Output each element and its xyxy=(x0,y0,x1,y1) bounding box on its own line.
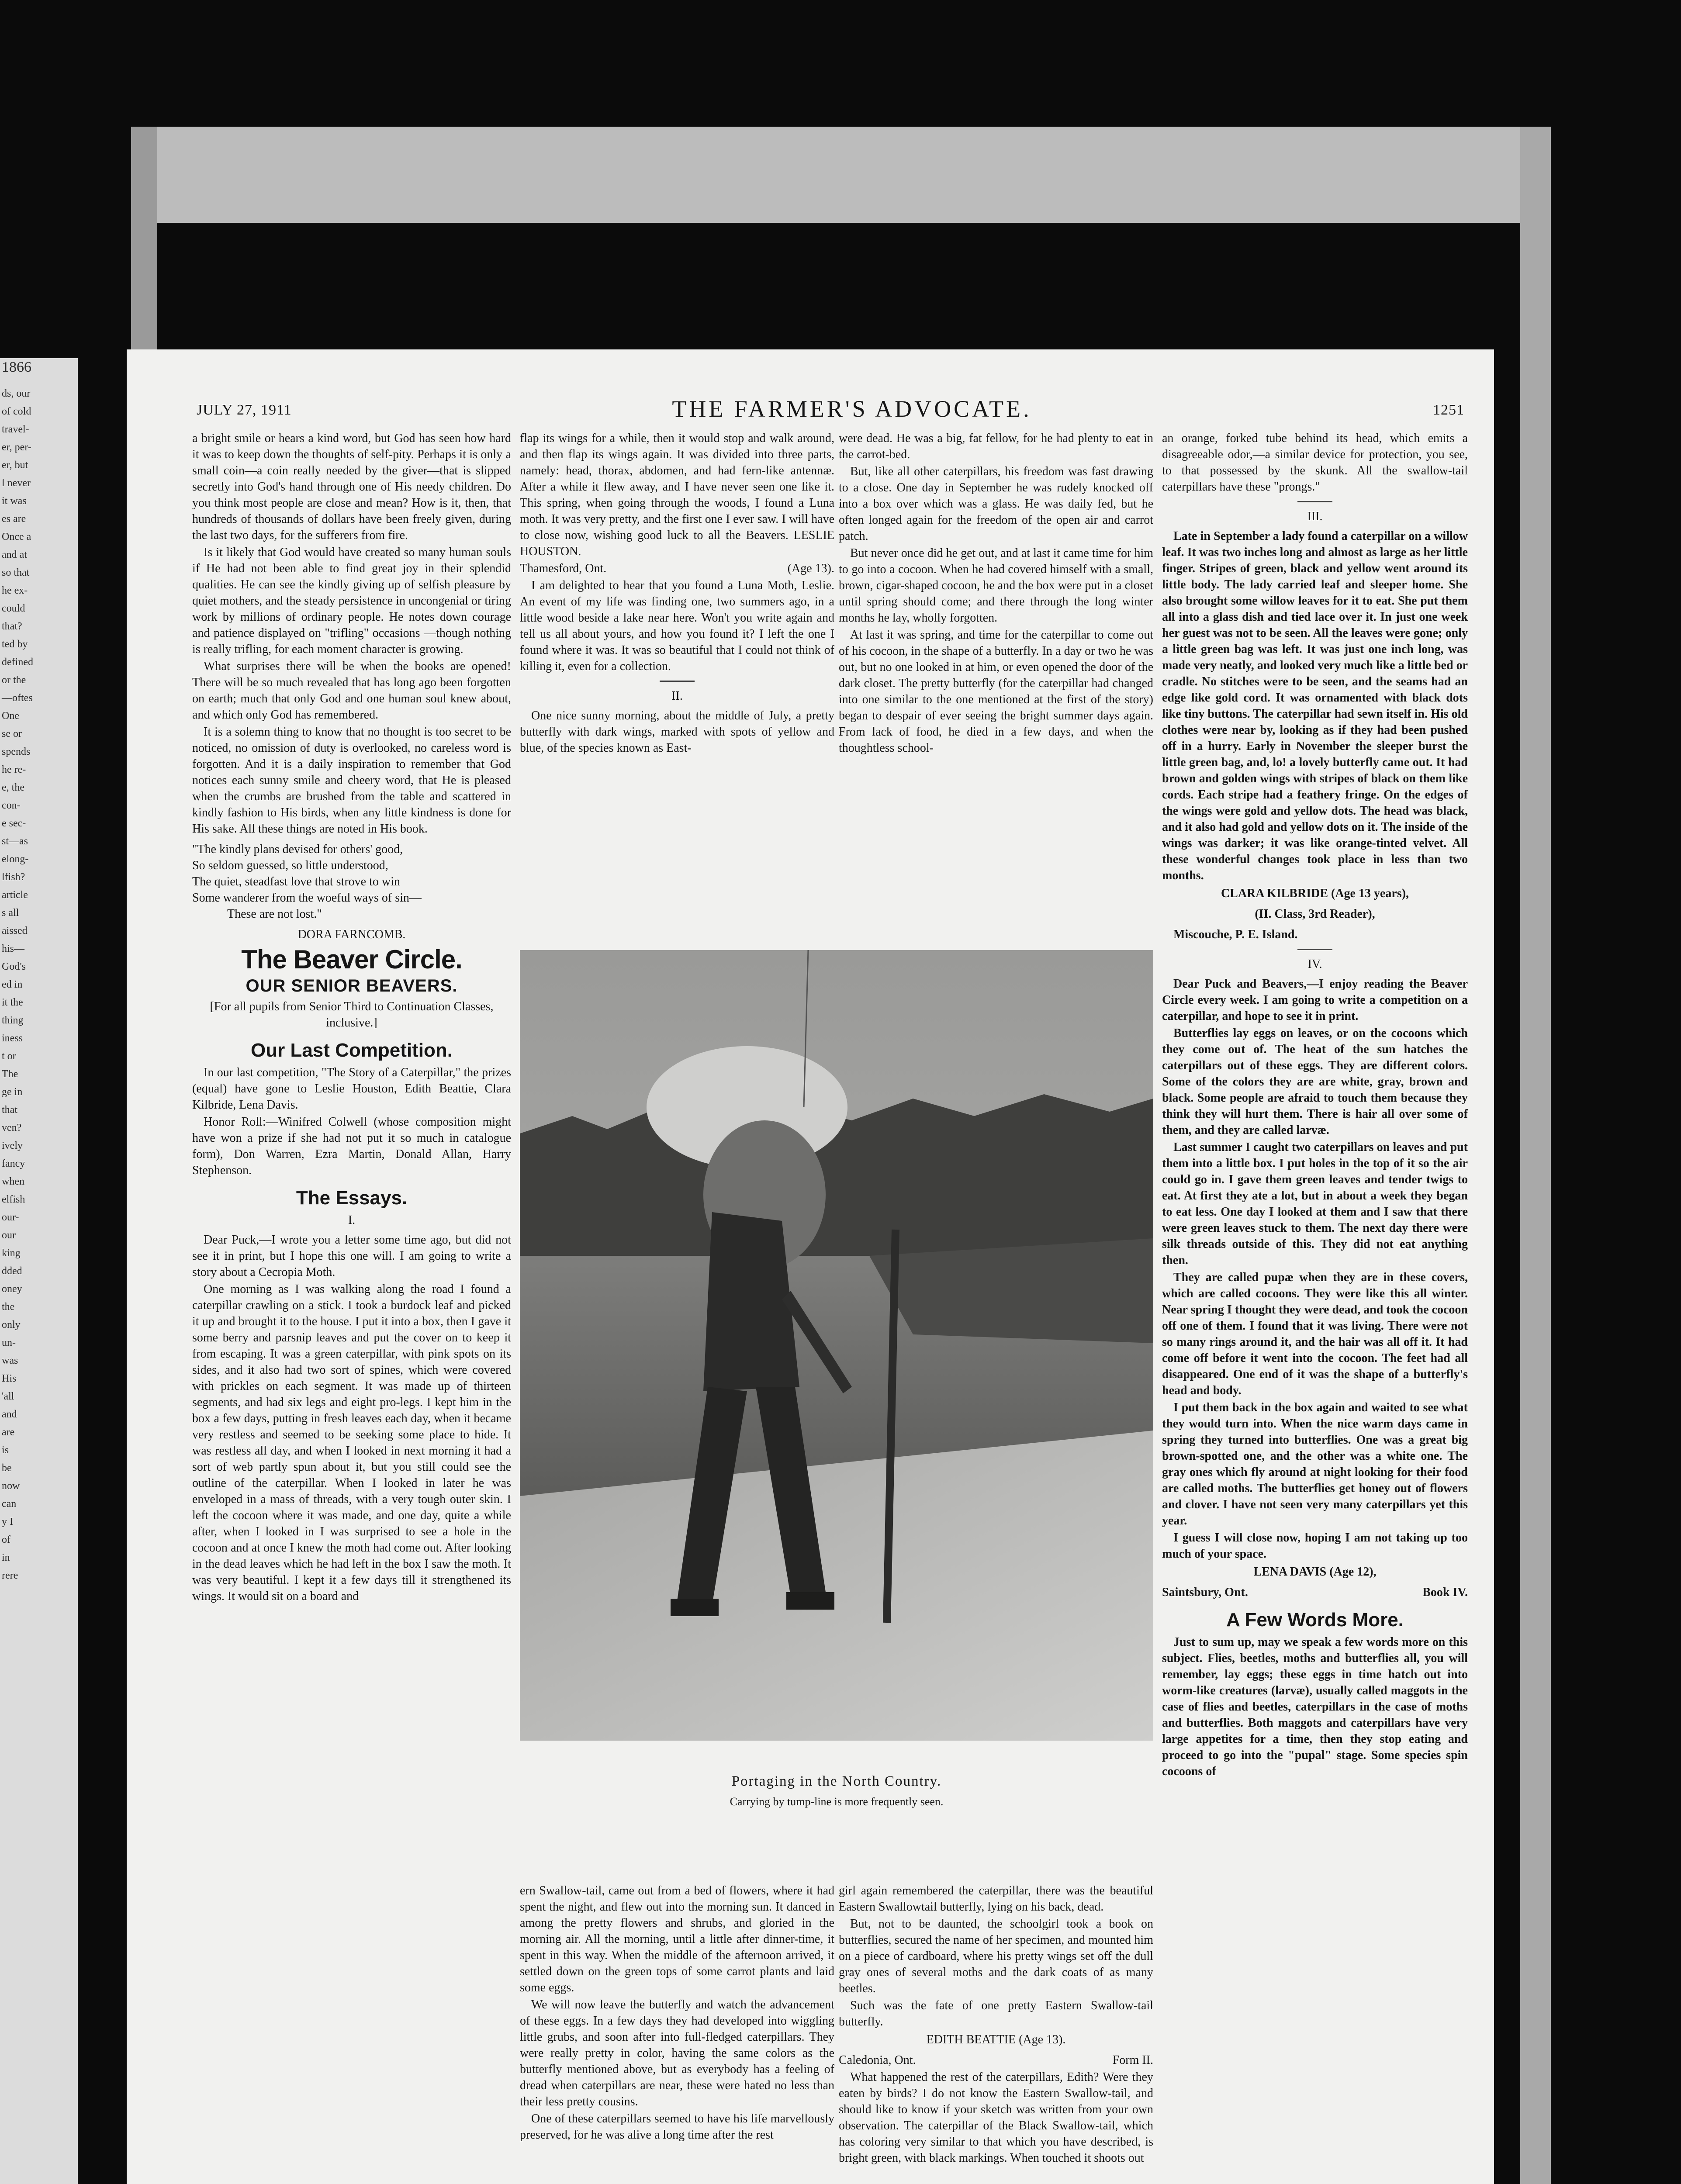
fragment-line: y I xyxy=(2,1516,13,1527)
paragraph: Butterflies lay eggs on leaves, or on the cocoons which they come out of. The heat of the sun hatches the caterpillars out of these eggs. They are different colors. Some of the colors they are are white, gray, brown and black. Some people are afraid to touch them because they think they will hurt them. There is hair all over some of them, and they are called larvæ. xyxy=(1162,1026,1468,1137)
fragment-line: se or xyxy=(2,728,22,740)
poem-line: "The kindly plans devised for others' good, xyxy=(192,843,403,856)
poem xyxy=(192,841,511,922)
fragment-line: of xyxy=(2,1534,10,1545)
fragment-line: rere xyxy=(2,1570,18,1581)
column-2 xyxy=(520,430,834,757)
fragment-line: spends xyxy=(2,746,31,757)
fragment-line: oney xyxy=(2,1283,22,1295)
paragraph: Is it likely that God would have created so many human souls if He had not been able to find great joy in their splendid qualities. He can see the kindly giving up of selfish pleasure by quiet mothers, and the steady persistence in uncongenial or tiring work by millions of ordinary people. He notes down courage and patience displayed on "trifling" occasions —though nothing is really trifling, for each moment character is growing. xyxy=(192,546,511,656)
fragment-line: so that xyxy=(2,567,30,578)
fragment-line: and at xyxy=(2,549,27,560)
fragment-line: it was xyxy=(2,495,27,507)
paragraph: Dear Puck,—I wrote you a letter some time ago, but did not see it in print, but I hope this one will. I am going to write a story about a Cecropia Moth. xyxy=(192,1233,511,1279)
fragment-line: in xyxy=(2,1552,10,1563)
column-3 xyxy=(839,430,1153,757)
column-4 xyxy=(1162,430,1468,1780)
paragraph: ern Swallow-tail, came out from a bed of flowers, where it had spent the night, and flew out into the morning sun. It danced in among the pretty flowers and shrubs, and gloried in the morning air. All the morning, until a little after dinner-time, it spent in this way. When the middle of the afternoon arrived, it settled down on the green tops of some carrot plants and laid some eggs. xyxy=(520,1884,834,1994)
fragment-line: ted by xyxy=(2,639,28,650)
fragment-line: dded xyxy=(2,1265,22,1277)
paragraph: Dear Puck and Beavers,—I enjoy reading the Beaver Circle every week. I am going to write a competition on a caterpillar, and hope to see it in print. xyxy=(1162,977,1468,1023)
fragment-line: un- xyxy=(2,1337,16,1348)
paragraph: an orange, forked tube behind its head, which emits a disagreeable odor,—a similar device for protection, you see, to that possessed by the skunk. All the swallow-tail caterpillars have these "prongs." xyxy=(1162,432,1468,494)
poem-line: The quiet, steadfast love that strove to win xyxy=(192,875,400,888)
fragment-line: or the xyxy=(2,674,26,686)
fragment-line: was xyxy=(2,1355,18,1366)
fragment-line: Once a xyxy=(2,531,31,543)
fragment-line: One xyxy=(2,710,19,722)
paragraph: flap its wings for a while, then it would stop and walk around, and then flap its wings again. It was divided into three parts, namely: head, thorax, abdomen, and had fern-like antennæ. After a while it flew away, and I have never seen one like it. This spring, when going through the woods, I found a Luna moth. It was very pretty, and the first one I ever saw. I will have to close now, wishing good luck to all the Beavers. LESLIE HOUSTON. xyxy=(520,432,834,558)
form: Form II. xyxy=(1112,2053,1153,2067)
paragraph: At last it was spring, and time for the caterpillar to come out of his cocoon, in the shape of a butterfly. In a day or two he was out, but no one looked in at him, or even opened the door of the dark closet. The pretty butterfly (for the caterpillar had changed into one similar to the one mentioned at the first of the story) began to despair of ever seeing the bright summer days again. From lack of food, he died in a few days, and when the thoughtless school- xyxy=(839,628,1153,755)
page-number: 1251 xyxy=(1433,402,1464,418)
column-1 xyxy=(192,430,511,1605)
section-note: [For all pupils from Senior Third to Continuation Classes, inclusive.] xyxy=(210,1000,494,1030)
signature: DORA FARNCOMB. xyxy=(297,928,406,941)
fragment-line: his— xyxy=(2,943,25,954)
portaging-photo-image xyxy=(520,950,1153,1741)
fragment-line: it the xyxy=(2,997,23,1008)
signature-place xyxy=(839,2052,1153,2068)
fragment-line: fancy xyxy=(2,1158,25,1169)
editor-reply: I am delighted to hear that you found a Luna Moth, Leslie. An event of my life was finding one, two summers ago, in a little wood beside a lake near here. Won't you write again and tell us all about yours, and how you found it? I left the one I found where it was. It was so beautiful that I could not think of killing it, even for a collection. xyxy=(520,579,834,673)
paragraph: One nice sunny morning, about the middle of July, a pretty butterfly with dark wings, marked with spots of yellow and blue, of the species known as East- xyxy=(520,709,834,755)
signature-place xyxy=(520,560,834,577)
divider xyxy=(660,681,695,682)
fragment-line: elfish xyxy=(2,1194,25,1205)
paragraph: They are called pupæ when they are in these covers, which are called cocoons. They were like this all winter. Near spring I thought they were dead, and took the cocoon off one of them. I found that it was living. There were not so many rings around it, and the hair was all off it. It had come off before it went into the cocoon. The feet had all disappeared. One end of it was the shape of a butterfly's head and body. xyxy=(1162,1271,1468,1397)
fragment-line: only xyxy=(2,1319,21,1330)
fragment-line: e, the xyxy=(2,782,24,793)
fragment-line: our xyxy=(2,1230,16,1241)
paragraph: Such was the fate of one pretty Eastern Swallow-tail butterfly. xyxy=(839,1999,1153,2028)
fragment-line: iness xyxy=(2,1033,23,1044)
paragraph: girl again remembered the caterpillar, there was the beautiful Eastern Swallowtail butterfly, lying on his back, dead. xyxy=(839,1884,1153,1914)
column-3-lower xyxy=(839,1883,1153,2167)
fragment-line: ge in xyxy=(2,1086,23,1098)
paragraph: One of these caterpillars seemed to have his life marvellously preserved, for he was alive a long time after the rest xyxy=(520,2112,834,2142)
page-date: JULY 27, 1911 xyxy=(197,402,292,418)
age: (Age 13). xyxy=(787,562,834,575)
adjacent-page-fragment xyxy=(0,358,78,2184)
essay-number: III. xyxy=(1307,510,1323,523)
paragraph: But never once did he get out, and at last it came time for him to go into a cocoon. When he had covered himself with a small, brown, cigar-shaped cocoon, he and the box were put in a closet until spring should come; and there through the long winter months he lay, wholly forgotten. xyxy=(839,546,1153,625)
newspaper-page xyxy=(127,349,1494,2184)
paragraph: But, not to be daunted, the schoolgirl took a book on butterflies, secured the name of her specimen, and mounted him on a piece of cardboard, where his pretty wings set off the dull gray ones of several moths and the dark coats of as many beetles. xyxy=(839,1917,1153,1995)
paragraph: Last summer I caught two caterpillars on leaves and put them into a little box. I put holes in the top of it so the air could go in. I gave them green leaves and tender twigs to eat. At first they ate a lot, but in about a week they began to eat less. One day I looked at them and I saw that there were green leaves stuck to them. The next day there were silk threads outside of this. They did not eat anything then. xyxy=(1162,1140,1468,1267)
fragment-line: king xyxy=(2,1248,21,1259)
fragment-line: l never xyxy=(2,477,31,489)
paragraph: One morning as I was walking along the road I found a caterpillar crawling on a stick. I took a burdock leaf and picked it up and brought it to the house. I put it into a box, then I gave it some berry and parsnip leaves and put the cover on to keep it from escaping. It was a green caterpillar, with pink spots on its sides, and it also had two sort of spines, which were covered with prickles on each segment. It was made up of thirteen segments, and had six legs and eight pro-legs. I kept him in the box a few days, putting in fresh leaves each day, when it became very restless and seemed to be seeking some place to hide. It was restless all day, and when I looked in next morning it had a sort of web partly spun about it, but you still could see the outline of the caterpillar. When I looked in later he was enveloped in a mass of threads, with a very tough outer skin. I left the cocoon where it was made, and one day, quite a while after, when I looked in I was surprised to see a hole in the cocoon and at once I knew the moth had come out. After looking in the dead leaves which he had left in the box I saw the moth. It was very beautiful. I kept it a few days till it strengthened its wings. It would sit on a board and xyxy=(192,1282,511,1603)
divider xyxy=(1297,949,1332,950)
signature: LENA DAVIS (Age 12), xyxy=(1253,1565,1377,1579)
photograph-portaging xyxy=(520,950,1153,1741)
signature-place: Miscouche, P. E. Island. xyxy=(1173,928,1298,941)
signature: CLARA KILBRIDE (Age 13 years), xyxy=(1221,887,1409,900)
heading-essays: The Essays. xyxy=(296,1187,408,1209)
fragment-line: and xyxy=(2,1409,17,1420)
adjacent-page-number: 1866 xyxy=(2,359,31,375)
fragment-line: thing xyxy=(2,1015,24,1026)
photo-subcaption: Carrying by tump-line is more frequently seen. xyxy=(730,1795,944,1808)
fragment-line: aissed xyxy=(2,925,28,936)
fragment-line: that? xyxy=(2,621,22,632)
fragment-line: our- xyxy=(2,1212,19,1223)
paragraph: We will now leave the butterfly and watch the advancement of these eggs. In a few days they had developed into wiggling little grubs, and soon after into full-fledged caterpillars. They were really pretty in color, having the same colors as the butterfly mentioned above, but as everybody has a feeling of dread when caterpillars are near, these were hated no less than their less pretty cousins. xyxy=(520,1998,834,2108)
signature-place xyxy=(1162,1584,1468,1600)
fragment-line: he re- xyxy=(2,764,26,775)
fragment-line: ed in xyxy=(2,979,23,990)
fragment-line: elong- xyxy=(2,854,29,865)
fragment-line: ds, our xyxy=(2,388,31,399)
fragment-line: es are xyxy=(2,513,26,525)
paragraph: I put them back in the box again and waited to see what they would turn into. When the nice warm days came in spring they turned into butterflies. One was a great big brown-spotted one, and the other was a white one. The gray ones which fly around at night looking for their food are called moths. The butterflies get honey out of flowers and clover. I have not seen very many caterpillars yet this year. xyxy=(1162,1401,1468,1527)
fragment-line: that xyxy=(2,1104,17,1116)
essay-number: IV. xyxy=(1307,957,1322,971)
fragment-line: The xyxy=(2,1068,18,1080)
fragment-line: article xyxy=(2,889,28,901)
paragraph: a bright smile or hears a kind word, but God has seen how hard it was to keep down the thoughts of self-pity. Perhaps it is only a small coin—a coin really needed by the giver—that is slipped secretly into God's hand through one of His needy children. Do you think most people are close and mean? How is it, then, that hundreds of thousands of dollars have been freely given, during the last two days, for the sufferers from fire. xyxy=(192,432,511,542)
fragment-line: of cold xyxy=(2,406,31,417)
paragraph: were dead. He was a big, fat fellow, for he had plenty to eat in the carrot-bed. xyxy=(839,432,1153,461)
fragment-line: is xyxy=(2,1444,9,1456)
paragraph: In our last competition, "The Story of a Caterpillar," the prizes (equal) have gone to Leslie Houston, Edith Beattie, Clara Kilbride, Lena Davis. xyxy=(192,1066,511,1112)
fragment-line: con- xyxy=(2,800,21,811)
fragment-line: be xyxy=(2,1462,12,1474)
fragment-line: s all xyxy=(2,907,19,919)
place: Thamesford, Ont. xyxy=(520,562,607,575)
fragment-line: could xyxy=(2,603,25,614)
fragment-line: God's xyxy=(2,961,26,972)
section-title: The Beaver Circle. xyxy=(241,945,462,974)
fragment-line: now xyxy=(2,1480,20,1492)
paragraph: What surprises there will be when the books are opened! There will be so much revealed that has long ago been forgotten on earth; much that only God and one human soul knew about, and which only God has remembered. xyxy=(192,660,511,722)
fragment-line: lfish? xyxy=(2,871,25,883)
essay-number: I. xyxy=(348,1213,356,1227)
poem-line: These are not lost." xyxy=(227,907,322,921)
divider xyxy=(1297,501,1332,502)
scan-frame-right xyxy=(1520,127,1551,2184)
fragment-line: can xyxy=(2,1498,17,1510)
fragment-line: st—as xyxy=(2,836,28,847)
fragment-line: His xyxy=(2,1373,17,1384)
fragment-line: are xyxy=(2,1427,15,1438)
fragment-line: —oftes xyxy=(2,692,33,704)
book: Book IV. xyxy=(1422,1586,1468,1599)
fragment-line: ively xyxy=(2,1140,23,1151)
place: Caledonia, Ont. xyxy=(839,2053,916,2067)
scan-frame-top xyxy=(153,127,1551,223)
heading-few-words: A Few Words More. xyxy=(1226,1609,1404,1631)
poem-line: So seldom guessed, so little understood, xyxy=(192,859,388,872)
signature-class: (II. Class, 3rd Reader), xyxy=(1255,907,1375,921)
essay-number: II. xyxy=(671,689,683,703)
fragment-line: e sec- xyxy=(2,818,26,829)
paragraph: Late in September a lady found a caterpillar on a willow leaf. It was two inches long and almost as large as her little finger. Stripes of green, black and yellow went around its little body. The lady carried leaf and sleeper home. She also brought some willow leaves for it to eat. She put them all into a glass dish and tied lace over it. In just one week her guest was not to be seen. All the leaves were gone; only a little green bag was left. It was just one inch long, was made very neatly, and looked very much like a little bed or cradle. No stitches were to be seen, and the seams had an edge like gold cord. It was ornamented with black dots like tiny buttons. The caterpillar had sewn itself in. His old clothes were near by, looking as if they had been pushed off in a hurry. Early in November the sleeper burst the little green bag, and, lo! a lovely butterfly came out. It had brown and golden wings with stripes of black on them like cords. Each stripe had a feathery fringe. On the edges of the wings were gold and yellow dots. The head was black, and it also had gold and yellow dots on it. The inside of the wings was darker; it was like orange-tinted velvet. All these wonderful changes took place in less than two months. xyxy=(1162,529,1468,882)
fragment-line: defined xyxy=(2,657,33,668)
fragment-line: 'all xyxy=(2,1391,14,1402)
editor-reply: What happened the rest of the caterpillars, Edith? Were they eaten by birds? I do not know the Eastern Swallow-tail, and should like to know if your sketch was written from your own observation. The caterpillar of the Black Swallow-tail, which has coloring very similar to that which you have described, is bright green, with black markings. When touched it shoots out xyxy=(839,2070,1153,2165)
place: Saintsbury, Ont. xyxy=(1162,1586,1248,1599)
heading-competition: Our Last Competition. xyxy=(251,1040,453,1061)
masthead-title: THE FARMER'S ADVOCATE. xyxy=(672,396,1032,422)
fragment-line: er, but xyxy=(2,460,28,471)
fragment-line: er, per- xyxy=(2,442,31,453)
honor-roll: Honor Roll:—Winifred Colwell (whose composition might have won a prize if she had not put it so much in catalogue form), Don Warren, Ezra Martin, Donald Allan, Harry Stephenson. xyxy=(192,1115,511,1177)
fragment-line: ven? xyxy=(2,1122,22,1133)
fragment-line: when xyxy=(2,1176,24,1187)
subsection-title: OUR SENIOR BEAVERS. xyxy=(246,976,458,995)
paragraph: It is a solemn thing to know that no thought is too secret to be noticed, no omission of duty is overlooked, no careless word is forgotten. And it is a daily inspiration to remember that God notices each sunny smile and cheery word, that He is pleased when the crumbs are brushed from the table and scattered in kindly fashion to His birds, when any little kindness is done for His sake. All these things are noted in His book. xyxy=(192,725,511,836)
paragraph: But, like all other caterpillars, his freedom was fast drawing to a close. One day in September he was rudely knocked off into a box over which was a glass. He was daily fed, but he often longed again for the freedom of the open air and carrot patch. xyxy=(839,465,1153,543)
poem-line: Some wanderer from the woeful ways of sin— xyxy=(192,891,422,905)
paragraph: Just to sum up, may we speak a few words more on this subject. Flies, beetles, moths and butterflies all, you will remember, lay eggs; these eggs in time hatch out into worm-like creatures (larvæ), usually called maggots in the case of flies and beetles, caterpillars in the case of moths and butterflies. Both maggots and caterpillars have very large appetites for a time, then they stop eating and proceed to go into the "pupal" stage. Some species spin cocoons of xyxy=(1162,1635,1468,1778)
fragment-line: the xyxy=(2,1301,15,1313)
photo-caption: Portaging in the North Country. xyxy=(731,1773,942,1789)
fragment-line: travel- xyxy=(2,424,29,435)
column-2-lower xyxy=(520,1883,834,2144)
signature: EDITH BEATTIE (Age 13). xyxy=(926,2033,1066,2046)
paragraph: I guess I will close now, hoping I am not taking up too much of your space. xyxy=(1162,1531,1468,1561)
fragment-line: t or xyxy=(2,1051,16,1062)
fragment-line: he ex- xyxy=(2,585,28,596)
